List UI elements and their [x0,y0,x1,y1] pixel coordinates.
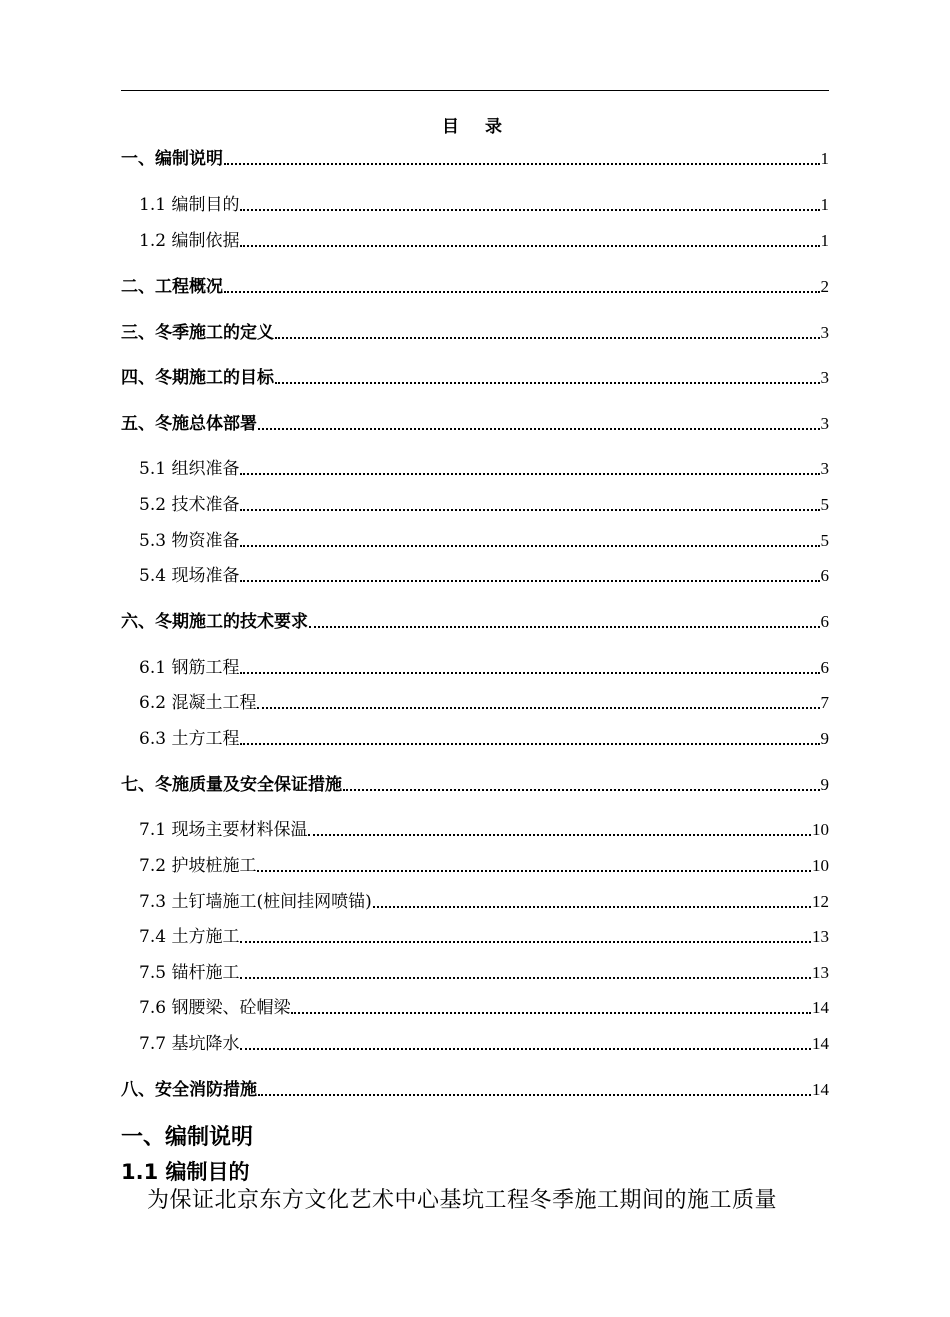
toc-dot-leader [240,1048,811,1050]
toc-entry-label: 5.2 技术准备 [139,495,240,515]
toc-entry-label: 5.4 现场准备 [139,566,240,586]
toc-entry[interactable] [121,610,829,634]
toc-entry[interactable] [121,229,829,253]
toc-dot-leader [373,906,811,908]
toc-page-number: 3 [820,368,829,387]
toc-entry[interactable] [121,996,829,1020]
toc-dot-leader [308,834,811,836]
toc-entry[interactable] [121,691,829,715]
toc-entry[interactable] [121,564,829,588]
toc-page-number: 12 [812,892,829,911]
toc-dot-leader [224,163,820,165]
toc-entry[interactable] [121,493,829,517]
subsection-heading: 1.1 编制目的 [121,1160,250,1184]
toc-entry[interactable] [121,412,829,436]
toc-entry-label: 6.3 土方工程 [139,729,240,749]
toc-dot-leader [240,509,819,511]
toc-entry-label: 1.1 编制目的 [139,195,240,215]
toc-entry[interactable] [121,1032,829,1056]
toc-dot-leader [258,1094,811,1096]
toc-title: 目 录 [442,117,508,137]
toc-entry[interactable] [121,366,829,390]
toc-dot-leader [240,245,819,247]
toc-entry-label: 5.3 物资准备 [139,531,240,551]
toc-dot-leader [240,209,819,211]
toc-dot-leader [343,789,820,791]
toc-entry-label: 7.1 现场主要材料保温 [139,820,308,840]
toc-dot-leader [257,870,811,872]
toc-entry[interactable] [121,147,829,171]
toc-entry-label: 7.7 基坑降水 [139,1034,240,1054]
toc-dot-leader [275,337,820,339]
toc-entry-label: 二、工程概况 [121,277,223,297]
toc-entry-label: 五、冬施总体部署 [121,414,257,434]
toc-page-number: 7 [820,693,829,712]
toc-entry-label: 6.2 混凝土工程 [139,693,257,713]
toc-dot-leader [257,707,819,709]
toc-dot-leader [240,473,819,475]
toc-dot-leader [275,382,820,384]
toc-page-number: 5 [820,531,829,550]
toc-page-number: 2 [820,277,829,296]
toc-dot-leader [258,428,820,430]
section-heading: 一、编制说明 [121,1125,254,1150]
header-rule [121,90,829,91]
toc-entry-label: 7.2 护坡桩施工 [139,856,257,876]
toc-page-number: 9 [820,775,829,794]
toc-entry[interactable] [121,727,829,751]
toc-entry-label: 7.6 钢腰梁、砼帽梁 [139,998,291,1018]
toc-page-number: 10 [812,856,829,875]
toc-entry-label: 一、编制说明 [121,149,223,169]
toc-entry[interactable] [121,529,829,553]
toc-entry[interactable] [121,275,829,299]
toc-entry[interactable] [121,961,829,985]
toc-dot-leader [240,580,819,582]
toc-entry-label: 5.1 组织准备 [139,459,240,479]
toc-dot-leader [240,941,811,943]
toc-dot-leader [309,626,820,628]
toc-page-number: 1 [820,149,829,168]
toc-dot-leader [240,977,811,979]
toc-page-number: 14 [812,998,829,1017]
toc-page-number: 14 [812,1080,829,1099]
toc-dot-leader [240,743,819,745]
toc-page-number: 3 [820,459,829,478]
toc-entry-label: 7.4 土方施工 [139,927,240,947]
toc-page-number: 13 [812,963,829,982]
toc-page-number: 5 [820,495,829,514]
toc-dot-leader [240,545,819,547]
toc-page-number: 3 [820,414,829,433]
toc-page-number: 6 [820,658,829,677]
toc-page-number: 6 [820,612,829,631]
toc-entry-label: 6.1 钢筋工程 [139,658,240,678]
toc-page-number: 6 [820,566,829,585]
toc-page-number: 14 [812,1034,829,1053]
toc-entry-label: 七、冬施质量及安全保证措施 [121,775,342,795]
toc-page-number: 10 [812,820,829,839]
toc-entry-label: 四、冬期施工的目标 [121,368,274,388]
toc-dot-leader [224,291,820,293]
toc-entry-label: 八、安全消防措施 [121,1080,257,1100]
toc-entry[interactable] [121,193,829,217]
toc-page-number: 13 [812,927,829,946]
toc-entry[interactable] [121,656,829,680]
toc-entry[interactable] [121,925,829,949]
toc-entry[interactable] [121,457,829,481]
toc-entry[interactable] [121,818,829,842]
toc-dot-leader [291,1012,811,1014]
toc-page-number: 3 [820,323,829,342]
toc-entry-label: 1.2 编制依据 [139,231,240,251]
toc-entry[interactable] [121,890,829,914]
toc-entry-label: 三、冬季施工的定义 [121,323,274,343]
toc-entry[interactable] [121,321,829,345]
toc-entry[interactable] [121,854,829,878]
body-paragraph: 为保证北京东方文化艺术中心基坑工程冬季施工期间的施工质量 [147,1188,778,1213]
toc-page-number: 9 [820,729,829,748]
toc-dot-leader [240,672,819,674]
toc-entry-label: 7.3 土钉墙施工(桩间挂网喷锚) [139,892,372,912]
toc-page-number: 1 [820,195,829,214]
toc-entry-label: 7.5 锚杆施工 [139,963,240,983]
toc-page-number: 1 [820,231,829,250]
toc-entry[interactable] [121,1078,829,1102]
toc-entry-label: 六、冬期施工的技术要求 [121,612,308,632]
toc-entry[interactable] [121,773,829,797]
